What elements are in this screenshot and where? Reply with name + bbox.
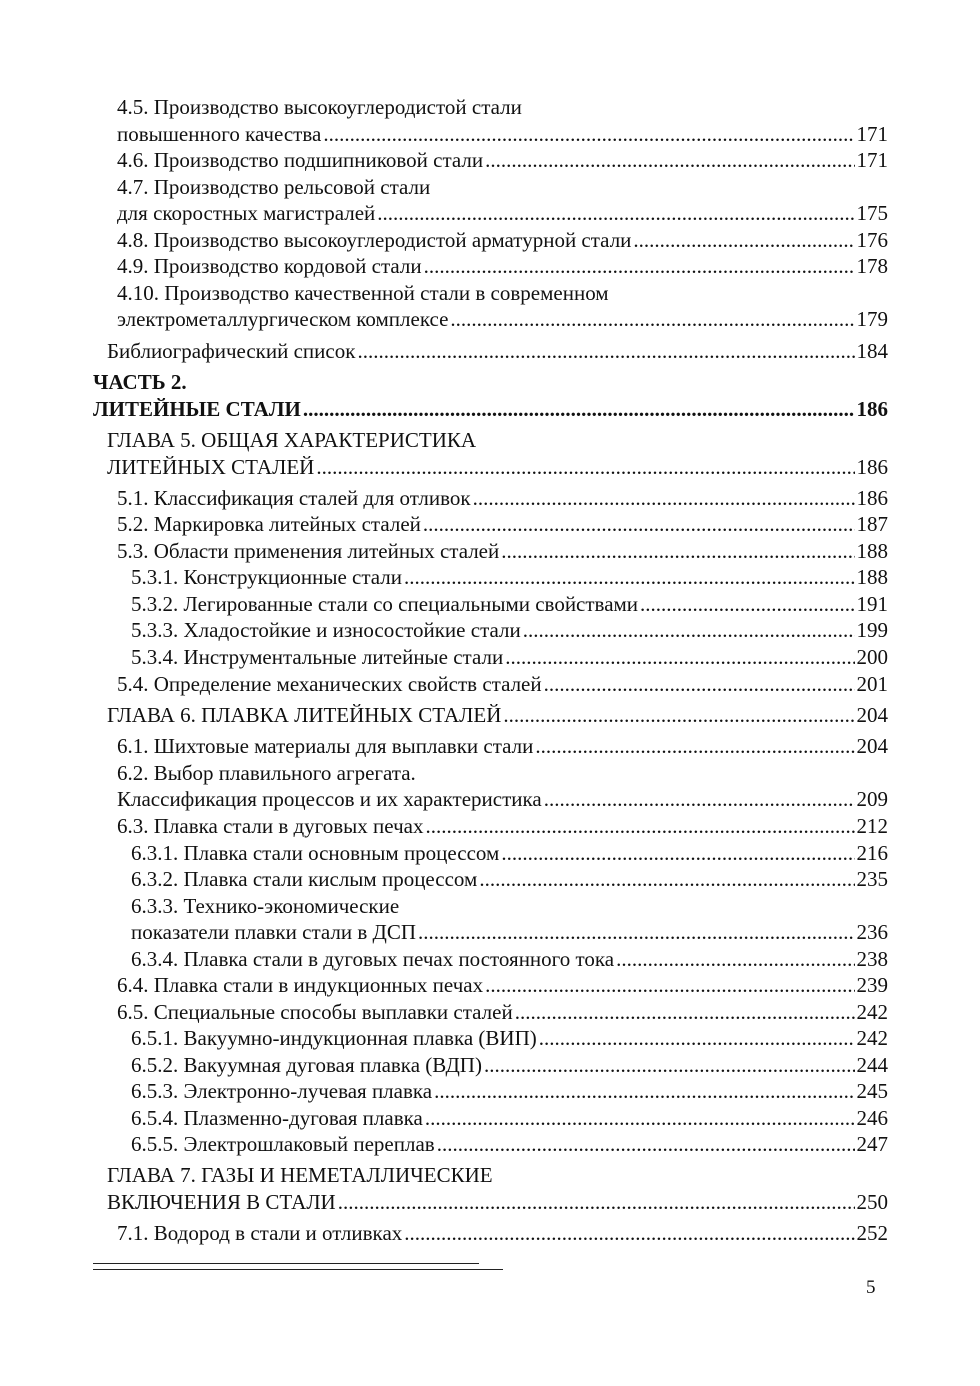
toc-entry-title: повышенного качества bbox=[117, 122, 322, 146]
toc-line bbox=[117, 280, 609, 306]
toc-line bbox=[131, 893, 399, 919]
toc-entry-title: 6.1. Шихтовые материалы для выплавки стали bbox=[117, 734, 534, 758]
leader-dots bbox=[437, 1131, 855, 1157]
leader-dots bbox=[505, 644, 854, 670]
toc-entry[interactable] bbox=[107, 702, 888, 728]
toc-entry-title: 5.3.1. Конструкционные стали bbox=[131, 565, 402, 589]
toc-page-number: 184 bbox=[856, 339, 888, 363]
toc-entry[interactable] bbox=[117, 306, 888, 332]
toc-entry-title: 4.6. Производство подшипниковой стали bbox=[117, 148, 484, 172]
toc-line bbox=[117, 760, 416, 786]
toc-entry[interactable] bbox=[131, 866, 888, 892]
toc-page-number: 242 bbox=[856, 1000, 888, 1024]
toc-page-number: 188 bbox=[856, 565, 888, 589]
toc-entry[interactable] bbox=[107, 338, 888, 364]
footnote-rule bbox=[93, 1269, 503, 1270]
leader-dots bbox=[484, 1052, 855, 1078]
leader-dots bbox=[423, 511, 855, 537]
part-heading bbox=[93, 369, 187, 395]
toc-entry[interactable] bbox=[131, 1131, 888, 1157]
toc-page-number: 250 bbox=[856, 1190, 888, 1214]
toc-entry[interactable] bbox=[131, 1105, 888, 1131]
chapter-heading bbox=[107, 427, 476, 453]
toc-page-number: 186 bbox=[856, 397, 888, 421]
footnote-rule bbox=[93, 1263, 479, 1264]
toc-entry-title: ГЛАВА 5. ОБЩАЯ ХАРАКТЕРИСТИКА bbox=[107, 428, 477, 452]
leader-dots bbox=[539, 1025, 855, 1051]
toc-entry[interactable] bbox=[131, 617, 888, 643]
toc-entry[interactable] bbox=[107, 1189, 888, 1215]
toc-entry-title: 5.3. Области применения литейных сталей bbox=[117, 539, 500, 563]
toc-entry-title: ГЛАВА 6. ПЛАВКА ЛИТЕЙНЫХ СТАЛЕЙ bbox=[107, 703, 502, 727]
toc-entry[interactable] bbox=[107, 454, 888, 480]
toc-entry-title: 5.1. Классификация сталей для отливок bbox=[117, 486, 471, 510]
chapter-heading bbox=[107, 1162, 493, 1188]
toc-page-number: 179 bbox=[856, 307, 888, 331]
toc-entry-title: 6.5.1. Вакуумно-индукционная плавка (ВИП) bbox=[131, 1026, 537, 1050]
toc-entry[interactable] bbox=[131, 840, 888, 866]
leader-dots bbox=[418, 919, 854, 945]
leader-dots bbox=[404, 564, 855, 590]
toc-page-number: 245 bbox=[856, 1079, 888, 1103]
toc-page-number: 178 bbox=[856, 254, 888, 278]
toc-page-number: 204 bbox=[856, 703, 888, 727]
toc-entry[interactable] bbox=[117, 671, 888, 697]
toc-page-number: 186 bbox=[856, 455, 888, 479]
leader-dots bbox=[485, 972, 854, 998]
toc-entry-title: 6.3.1. Плавка стали основным процессом bbox=[131, 841, 500, 865]
toc-entry[interactable] bbox=[117, 121, 888, 147]
toc-entry[interactable] bbox=[117, 485, 888, 511]
toc-page-number: 171 bbox=[856, 122, 888, 146]
toc-entry-title: 5.3.2. Легированные стали со специальными свойствами bbox=[131, 592, 639, 616]
toc-line bbox=[117, 94, 522, 120]
toc-page-number: 242 bbox=[856, 1026, 888, 1050]
leader-dots bbox=[434, 1078, 854, 1104]
leader-dots bbox=[535, 733, 854, 759]
toc-entry-title: 4.7. Производство рельсовой стали bbox=[117, 175, 431, 199]
toc-entry[interactable] bbox=[131, 919, 888, 945]
toc-page-number: 244 bbox=[856, 1053, 888, 1077]
toc-page-number: 236 bbox=[856, 920, 888, 944]
toc-entry-title: 6.4. Плавка стали в индукционных печах bbox=[117, 973, 484, 997]
toc-entry[interactable] bbox=[117, 1220, 888, 1246]
toc-entry[interactable] bbox=[117, 538, 888, 564]
toc-page-number: 216 bbox=[856, 841, 888, 865]
leader-dots bbox=[616, 946, 854, 972]
toc-entry[interactable] bbox=[131, 644, 888, 670]
toc-entry[interactable] bbox=[117, 999, 888, 1025]
toc-entry-title: 5.4. Определение механических свойств сталей bbox=[117, 672, 542, 696]
toc-entry[interactable] bbox=[131, 1052, 888, 1078]
leader-dots bbox=[473, 485, 855, 511]
leader-dots bbox=[377, 200, 854, 226]
leader-dots bbox=[515, 999, 855, 1025]
toc-entry-title: 4.8. Производство высокоуглеродистой арматурной стали bbox=[117, 228, 632, 252]
toc-entry-title: 6.3. Плавка стали в дуговых печах bbox=[117, 814, 424, 838]
leader-dots bbox=[323, 121, 854, 147]
toc-page-number: 252 bbox=[856, 1221, 888, 1245]
leader-dots bbox=[523, 617, 855, 643]
toc-entry[interactable] bbox=[117, 147, 888, 173]
toc-page-number: 235 bbox=[856, 867, 888, 891]
toc-entry[interactable] bbox=[131, 1025, 888, 1051]
toc-entry-title: 7.1. Водород в стали и отливках bbox=[117, 1221, 403, 1245]
toc-page-number: 246 bbox=[856, 1106, 888, 1130]
toc-page-number: 247 bbox=[856, 1132, 888, 1156]
toc-entry-title: 4.5. Производство высокоуглеродистой стали bbox=[117, 95, 522, 119]
leader-dots bbox=[501, 538, 854, 564]
toc-entry-title: Библиографический список bbox=[107, 339, 356, 363]
toc-entry-title: 6.5.3. Электронно-лучевая плавка bbox=[131, 1079, 433, 1103]
toc-page-number: 188 bbox=[856, 539, 888, 563]
toc-entry-title: ВКЛЮЧЕНИЯ В СТАЛИ bbox=[107, 1190, 336, 1214]
toc-page-number: 239 bbox=[856, 973, 888, 997]
leader-dots bbox=[640, 591, 854, 617]
toc-entry-title: 5.2. Маркировка литейных сталей bbox=[117, 512, 421, 536]
leader-dots bbox=[404, 1220, 854, 1246]
toc-entry-title: ЧАСТЬ 2. bbox=[93, 370, 187, 394]
toc-page-number: 187 bbox=[856, 512, 888, 536]
leader-dots bbox=[316, 454, 854, 480]
toc-entry[interactable] bbox=[117, 813, 888, 839]
toc-entry-title: ЛИТЕЙНЫЕ СТАЛИ bbox=[93, 397, 301, 421]
toc-entry-title: 6.2. Выбор плавильного агрегата. bbox=[117, 761, 416, 785]
leader-dots bbox=[425, 813, 854, 839]
toc-entry[interactable] bbox=[131, 564, 888, 590]
toc-entry-title: ГЛАВА 7. ГАЗЫ И НЕМЕТАЛЛИЧЕСКИЕ bbox=[107, 1163, 493, 1187]
toc-entry[interactable] bbox=[131, 946, 888, 972]
toc-page-number: 212 bbox=[856, 814, 888, 838]
toc-entry-title: 6.5.5. Электрошлаковый переплав bbox=[131, 1132, 435, 1156]
toc-entry[interactable] bbox=[131, 1078, 888, 1104]
leader-dots bbox=[503, 702, 854, 728]
toc-entry[interactable] bbox=[117, 972, 888, 998]
toc-entry-title: ЛИТЕЙНЫХ СТАЛЕЙ bbox=[107, 455, 315, 479]
toc-entry-title: 4.9. Производство кордовой стали bbox=[117, 254, 422, 278]
toc-entry-title: 5.3.3. Хладостойкие и износостойкие стали bbox=[131, 618, 521, 642]
leader-dots bbox=[424, 253, 855, 279]
leader-dots bbox=[544, 786, 855, 812]
toc-entry-title: 4.10. Производство качественной стали в современном bbox=[117, 281, 609, 305]
toc-entry-title: 6.5. Специальные способы выплавки сталей bbox=[117, 1000, 513, 1024]
toc-page-number: 199 bbox=[856, 618, 888, 642]
toc-line bbox=[117, 174, 430, 200]
toc-page-number: 171 bbox=[856, 148, 888, 172]
toc-entry-title: 6.5.4. Плазменно-дуговая плавка bbox=[131, 1106, 423, 1130]
toc-entry[interactable] bbox=[117, 253, 888, 279]
toc-page-number: 191 bbox=[856, 592, 888, 616]
leader-dots bbox=[544, 671, 855, 697]
toc-entry-title: 6.3.2. Плавка стали кислым процессом bbox=[131, 867, 478, 891]
leader-dots bbox=[485, 147, 854, 173]
leader-dots bbox=[479, 866, 854, 892]
toc-page-number: 186 bbox=[856, 486, 888, 510]
leader-dots bbox=[501, 840, 854, 866]
page-number: 5 bbox=[866, 1277, 876, 1298]
toc-entry[interactable] bbox=[131, 591, 888, 617]
leader-dots bbox=[425, 1105, 855, 1131]
toc-entry[interactable] bbox=[117, 227, 888, 253]
toc-page-number: 176 bbox=[856, 228, 888, 252]
toc-entry-title: 6.3.3. Технико-экономические bbox=[131, 894, 400, 918]
leader-dots bbox=[338, 1189, 855, 1215]
toc-page-number: 238 bbox=[856, 947, 888, 971]
toc-entry[interactable] bbox=[117, 200, 888, 226]
toc-entry[interactable] bbox=[117, 786, 888, 812]
toc-entry-title: 5.3.4. Инструментальные литейные стали bbox=[131, 645, 504, 669]
toc-entry-title: 6.3.4. Плавка стали в дуговых печах постоянного тока bbox=[131, 947, 615, 971]
toc-entry-title: Классификация процессов и их характеристика bbox=[117, 787, 542, 811]
leader-dots bbox=[450, 306, 854, 332]
leader-dots bbox=[633, 227, 854, 253]
toc-page-number: 200 bbox=[856, 645, 888, 669]
toc-entry-title: электрометаллургическом комплексе bbox=[117, 307, 449, 331]
toc-entry-title: для скоростных магистралей bbox=[117, 201, 376, 225]
leader-dots bbox=[357, 338, 854, 364]
toc-entry[interactable] bbox=[117, 511, 888, 537]
toc-entry-title: показатели плавки стали в ДСП bbox=[131, 920, 417, 944]
toc-page-number: 209 bbox=[856, 787, 888, 811]
toc-page-number: 201 bbox=[856, 672, 888, 696]
toc-entry[interactable] bbox=[117, 733, 888, 759]
toc-entry-title: 6.5.2. Вакуумная дуговая плавка (ВДП) bbox=[131, 1053, 482, 1077]
toc-page-number: 175 bbox=[856, 201, 888, 225]
toc-page-number: 204 bbox=[856, 734, 888, 758]
leader-dots bbox=[303, 396, 855, 422]
toc-entry[interactable] bbox=[93, 396, 888, 422]
